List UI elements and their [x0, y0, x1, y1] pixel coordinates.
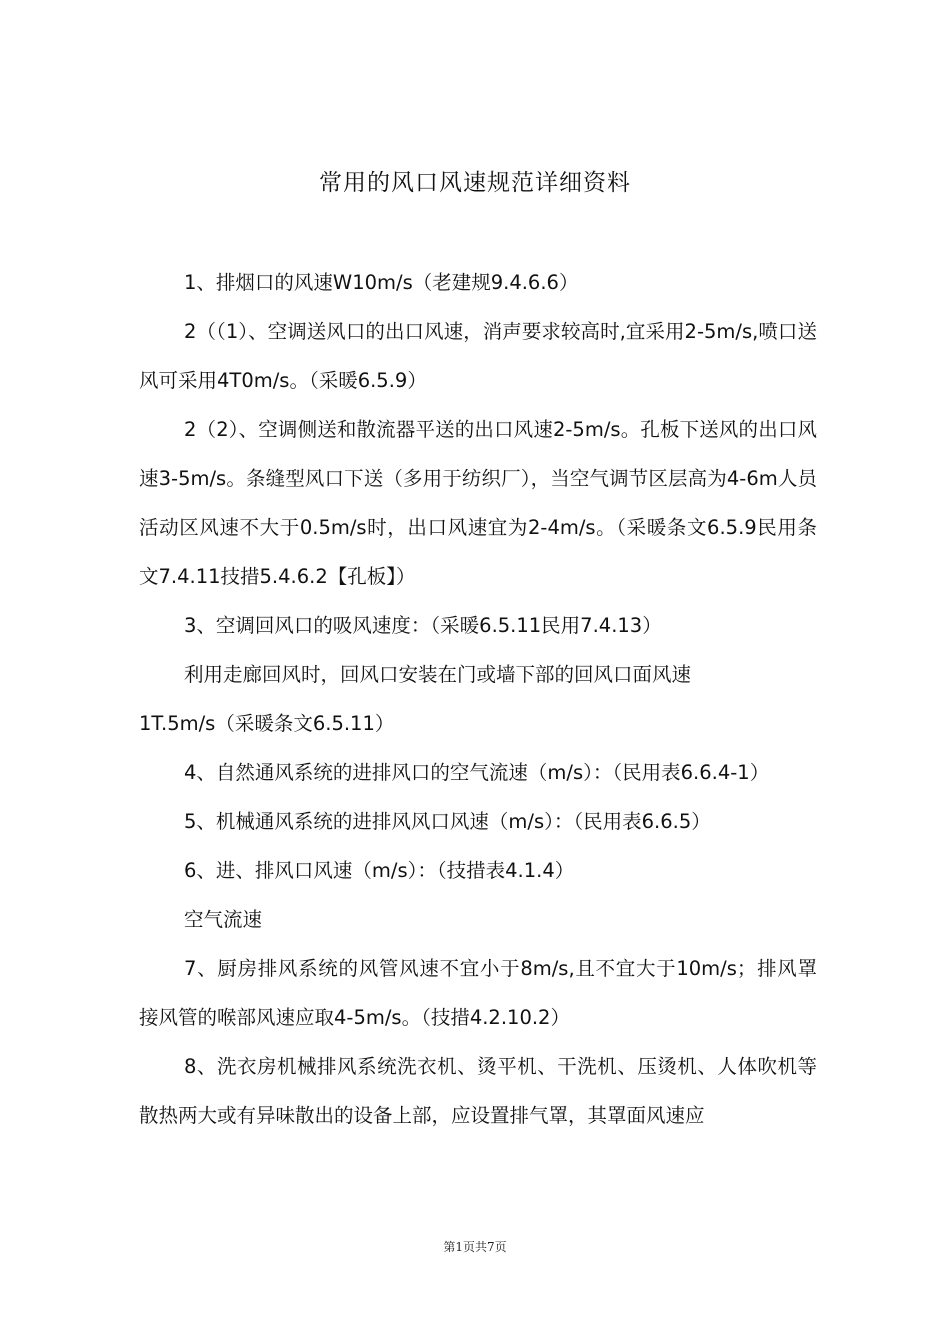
- paragraph-11: 7、厨房排风系统的风管风速不宜小于8m/s,且不宜大于10m/s；排风罩接风管的喉部风速应取4-5m/s。（技措4.2.10.2）: [139, 957, 817, 1029]
- paragraph-9: 6、进、排风口风速（m/s）：（技措表4.1.4）: [184, 859, 575, 882]
- paragraph-10: 空气流速: [184, 908, 263, 931]
- paragraph-12: 8、洗衣房机械排风系统洗衣机、烫平机、干洗机、压烫机、人体吹机等散热两大或有异味散出的设备上部，应设置排气罩，其罩面风速应: [139, 1055, 817, 1127]
- paragraph-2: 2（（1）、空调送风口的出口风速，消声要求较高时,宜采用2-5m/s,喷口送风可采用4T0m/s。（采暖6.5.9）: [139, 320, 817, 392]
- paragraph-5: 利用走廊回风时，回风口安装在门或墙下部的回风口面风速: [184, 663, 692, 686]
- page-footer: 第1页共7页: [443, 1240, 507, 1254]
- paragraph-7: 4、自然通风系统的进排风口的空气流速（m/s）：（民用表6.6.4-1）: [184, 761, 770, 784]
- paragraph-4: 3、空调回风口的吸风速度：（采暖6.5.11民用7.4.13）: [184, 614, 662, 637]
- document-body: [139, 258, 817, 1140]
- paragraph-1: 1、排烟口的风速W10m/s（老建规9.4.6.6）: [184, 271, 579, 294]
- paragraph-3: 2（2）、空调侧送和散流器平送的出口风速2-5m/s。孔板下送风的出口风速3-5m/s。条缝型风口下送（多用于纺织厂），当空气调节区层高为4-6m人员活动区风速不大于0.5m/s时，出口风速宜为2-4m/s。（采暖条文6.5.9民用条文7.4.11技措5.4.6.2【孔板】）: [139, 418, 817, 588]
- document-title: 常用的风口风速规范详细资料: [319, 170, 631, 196]
- paragraph-8: 5、机械通风系统的进排风风口风速（m/s）：（民用表6.6.5）: [184, 810, 711, 833]
- paragraph-6: 1T.5m/s（采暖条文6.5.11）: [139, 712, 395, 735]
